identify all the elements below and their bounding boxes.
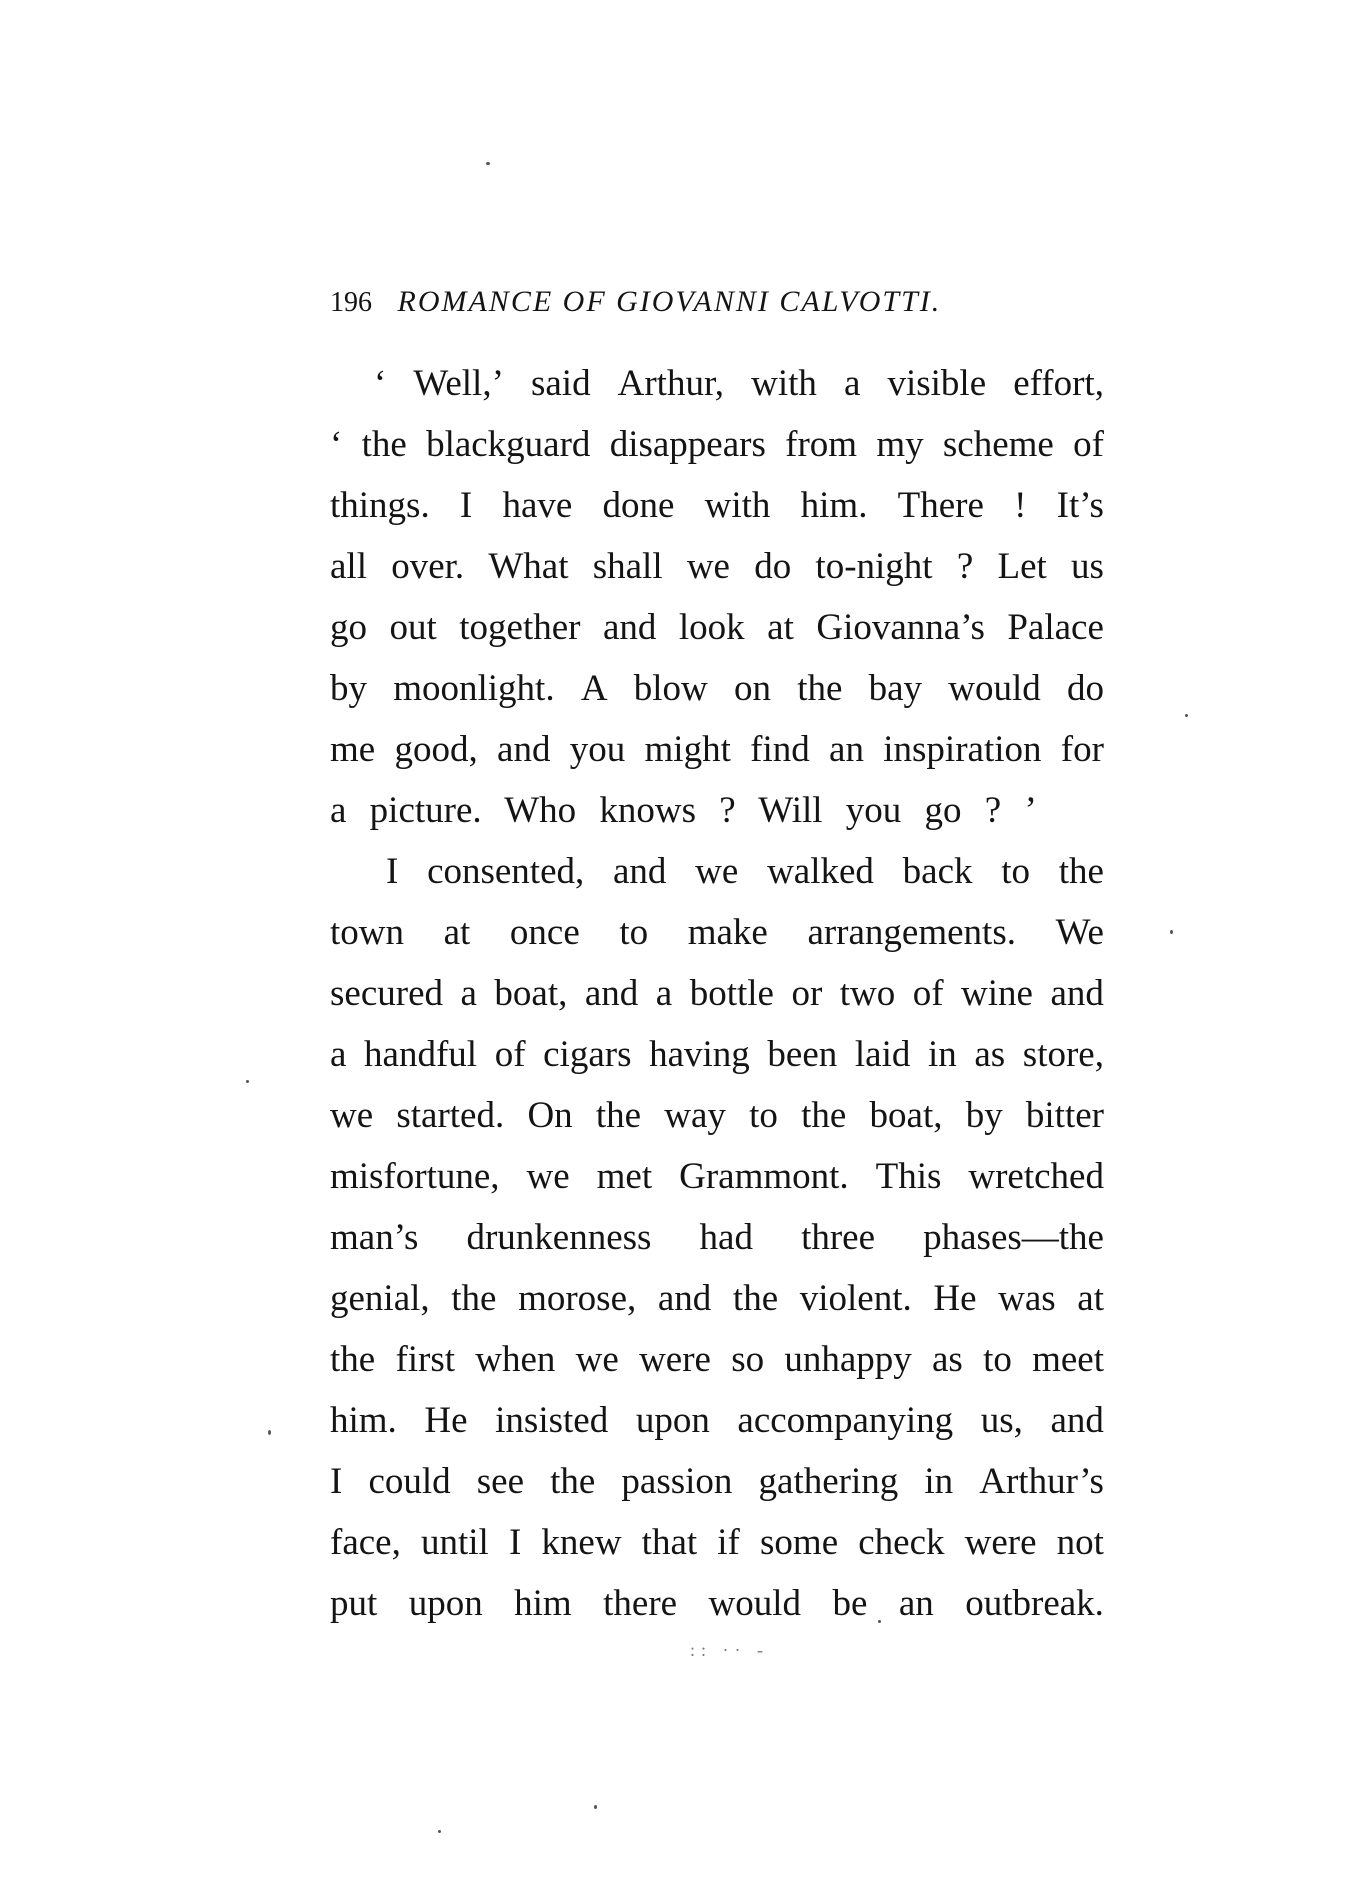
word: us, — [980, 1400, 1023, 1441]
word: ‘ — [374, 363, 387, 404]
word: We — [1055, 912, 1104, 953]
word: and — [1050, 973, 1104, 1014]
word: the — [595, 1095, 642, 1136]
word: an — [898, 1583, 934, 1624]
text-line — [330, 1268, 1104, 1329]
running-title: ROMANCE OF GIOVANNI CALVOTTI. — [397, 285, 942, 318]
scan-speck — [1185, 714, 1188, 717]
word: boat, — [494, 973, 568, 1014]
word: the — [797, 668, 843, 709]
word: blackguard — [426, 424, 591, 465]
word: we — [686, 546, 730, 587]
word: What — [488, 546, 569, 587]
text-line — [330, 841, 1104, 902]
word: of — [494, 1034, 526, 1075]
word: and — [497, 729, 551, 770]
word: look — [678, 607, 745, 648]
page-number: 196 — [330, 287, 372, 318]
word: insisted — [495, 1400, 609, 1441]
word: Giovanna’s — [816, 607, 985, 648]
word: knew — [541, 1522, 622, 1563]
text-line — [330, 1512, 1104, 1573]
text-line — [330, 1573, 1104, 1634]
word: to — [619, 912, 649, 953]
word: misfortune, — [330, 1156, 500, 1197]
word: been — [767, 1034, 838, 1075]
word: bottle — [689, 973, 774, 1014]
word: an — [829, 729, 864, 770]
word: the — [330, 1339, 376, 1380]
word: and — [602, 607, 657, 648]
text-line — [330, 414, 1104, 475]
word: we — [330, 1095, 374, 1136]
word: done — [602, 485, 675, 526]
word: blow — [633, 668, 708, 709]
word: a — [655, 973, 673, 1014]
word: On — [527, 1095, 573, 1136]
word: and — [613, 851, 667, 892]
word: you — [569, 729, 626, 770]
word: me — [330, 729, 376, 770]
word: him. — [330, 1400, 397, 1441]
word: drunkenness — [466, 1217, 652, 1258]
word: would — [948, 668, 1041, 709]
word: do — [1067, 668, 1104, 709]
word: meet — [1032, 1339, 1104, 1380]
word: Arthur’s — [979, 1461, 1104, 1502]
text-line — [330, 536, 1104, 597]
word: accompanying — [737, 1400, 954, 1441]
text-line — [330, 1390, 1104, 1451]
word: I — [459, 485, 473, 526]
word: all — [330, 546, 367, 587]
word: the — [1058, 851, 1104, 892]
word: as — [974, 1034, 1006, 1075]
word: things. — [330, 485, 430, 526]
word: cigars — [543, 1034, 632, 1075]
word: Let — [997, 546, 1047, 587]
word: boat, — [869, 1095, 943, 1136]
word: to-night — [815, 546, 933, 587]
word: upon — [635, 1400, 710, 1441]
word: at — [1077, 1278, 1104, 1319]
word: He — [933, 1278, 977, 1319]
word: unhappy — [784, 1339, 912, 1380]
text-line — [330, 719, 1104, 780]
scan-speck — [594, 1805, 597, 1809]
word: were — [639, 1339, 711, 1380]
word: my — [876, 424, 924, 465]
word: for — [1060, 729, 1104, 770]
word: once — [509, 912, 580, 953]
word: moonlight. — [393, 668, 555, 709]
word: with — [704, 485, 771, 526]
word: him. — [800, 485, 868, 526]
word: to — [983, 1339, 1012, 1380]
text-line: a picture. Who knows ? Will you go ? ’ — [330, 790, 1037, 831]
word: of — [912, 973, 944, 1014]
word: Well,’ — [413, 363, 504, 404]
word: passion — [621, 1461, 733, 1502]
text-line — [330, 902, 1104, 963]
scan-speck — [1170, 930, 1173, 934]
text-line — [330, 1085, 1104, 1146]
word: handful — [364, 1034, 478, 1075]
word: ? — [956, 546, 974, 587]
running-header — [330, 282, 1090, 322]
word: said — [530, 363, 591, 404]
word: as — [932, 1339, 963, 1380]
word: consented, — [427, 851, 585, 892]
word: There — [897, 485, 984, 526]
scan-speck — [486, 162, 490, 165]
word: This — [875, 1156, 942, 1197]
word: the — [451, 1278, 497, 1319]
word: out — [389, 607, 437, 648]
paragraph-1 — [330, 353, 1104, 841]
word: good, — [394, 729, 478, 770]
body-text — [330, 353, 1104, 1634]
word: by — [965, 1095, 1003, 1136]
word: might — [644, 729, 731, 770]
text-line — [330, 1451, 1104, 1512]
word: go — [330, 607, 367, 648]
word: were — [964, 1522, 1037, 1563]
word: having — [649, 1034, 750, 1075]
word: that — [641, 1522, 698, 1563]
word: do — [754, 546, 792, 587]
word: upon — [408, 1583, 483, 1624]
word: outbreak. — [965, 1583, 1104, 1624]
word: scheme — [942, 424, 1054, 465]
word: find — [750, 729, 810, 770]
word: gathering — [758, 1461, 899, 1502]
text-line — [330, 475, 1104, 536]
word: violent. — [799, 1278, 912, 1319]
word: could — [368, 1461, 451, 1502]
word: ‘ — [330, 424, 343, 465]
word: put — [330, 1583, 378, 1624]
word: a — [330, 1034, 347, 1075]
word: A — [580, 668, 608, 709]
scan-speck — [438, 1830, 441, 1833]
word: and — [657, 1278, 712, 1319]
text-line — [330, 1207, 1104, 1268]
word: there — [603, 1583, 678, 1624]
word: store, — [1022, 1034, 1104, 1075]
text-line — [330, 1024, 1104, 1085]
word: in — [927, 1034, 957, 1075]
word: make — [687, 912, 768, 953]
word: visible — [887, 363, 987, 404]
word: check — [858, 1522, 945, 1563]
word: in — [924, 1461, 954, 1502]
word: way — [664, 1095, 726, 1136]
word: bay — [868, 668, 923, 709]
word: some — [760, 1522, 839, 1563]
word: Grammont. — [679, 1156, 849, 1197]
word: not — [1056, 1522, 1104, 1563]
word: to — [1001, 851, 1031, 892]
word: started. — [396, 1095, 505, 1136]
word: two — [839, 973, 896, 1014]
text-line — [330, 658, 1104, 719]
word: face, — [330, 1522, 401, 1563]
word: first — [395, 1339, 456, 1380]
word: phases—the — [923, 1217, 1104, 1258]
word: He — [424, 1400, 468, 1441]
word: morose, — [518, 1278, 637, 1319]
word: to — [749, 1095, 778, 1136]
word: together — [459, 607, 581, 648]
word: see — [476, 1461, 524, 1502]
word: Arthur, — [617, 363, 725, 404]
scan-speck — [268, 1430, 271, 1435]
word: arrangements. — [807, 912, 1016, 953]
word: would — [708, 1583, 802, 1624]
word: three — [801, 1217, 876, 1258]
word: wine — [961, 973, 1033, 1014]
word: the — [361, 424, 407, 465]
word: laid — [854, 1034, 911, 1075]
word: if — [717, 1522, 740, 1563]
word: of — [1073, 424, 1104, 465]
scan-speck — [878, 1620, 881, 1623]
word: at — [767, 607, 794, 648]
word: had — [699, 1217, 753, 1258]
word: so — [731, 1339, 765, 1380]
scan-speck — [246, 1080, 249, 1083]
word: we — [575, 1339, 619, 1380]
word: met — [596, 1156, 653, 1197]
word: we — [526, 1156, 570, 1197]
text-line — [330, 1329, 1104, 1390]
word: disappears — [609, 424, 766, 465]
word: inspiration — [883, 729, 1042, 770]
word: It’s — [1056, 485, 1104, 526]
word: at — [443, 912, 471, 953]
word: wretched — [968, 1156, 1104, 1197]
text-line — [330, 963, 1104, 1024]
text-line — [330, 597, 1104, 658]
word: I — [386, 851, 399, 892]
word: on — [733, 668, 771, 709]
word: I — [330, 1461, 343, 1502]
word: a — [460, 973, 477, 1014]
word: town — [330, 912, 404, 953]
word: a — [843, 363, 861, 404]
word: man’s — [330, 1217, 419, 1258]
word: the — [550, 1461, 596, 1502]
printer-mark: :: ·· - — [690, 1640, 769, 1660]
text-line — [330, 353, 1104, 414]
word: him — [514, 1583, 572, 1624]
text-line — [330, 1146, 1104, 1207]
word: us — [1071, 546, 1104, 587]
word: or — [791, 973, 823, 1014]
word: have — [502, 485, 573, 526]
word: walked — [767, 851, 874, 892]
word: with — [751, 363, 817, 404]
word: bitter — [1025, 1095, 1104, 1136]
word: by — [330, 668, 367, 709]
word: until — [420, 1522, 489, 1563]
word: the — [801, 1095, 847, 1136]
paragraph-2 — [330, 841, 1104, 1634]
word: and — [1050, 1400, 1104, 1441]
word: genial, — [330, 1278, 430, 1319]
word: from — [785, 424, 858, 465]
word: ! — [1014, 485, 1027, 526]
word: was — [998, 1278, 1056, 1319]
word: and — [584, 973, 639, 1014]
word: the — [732, 1278, 779, 1319]
word: secured — [330, 973, 443, 1014]
word: shall — [592, 546, 663, 587]
word: when — [475, 1339, 556, 1380]
word: be — [832, 1583, 868, 1624]
word: we — [695, 851, 739, 892]
word: effort, — [1013, 363, 1104, 404]
word: I — [508, 1522, 522, 1563]
word: back — [902, 851, 973, 892]
word: Palace — [1007, 607, 1104, 648]
word: over. — [391, 546, 465, 587]
